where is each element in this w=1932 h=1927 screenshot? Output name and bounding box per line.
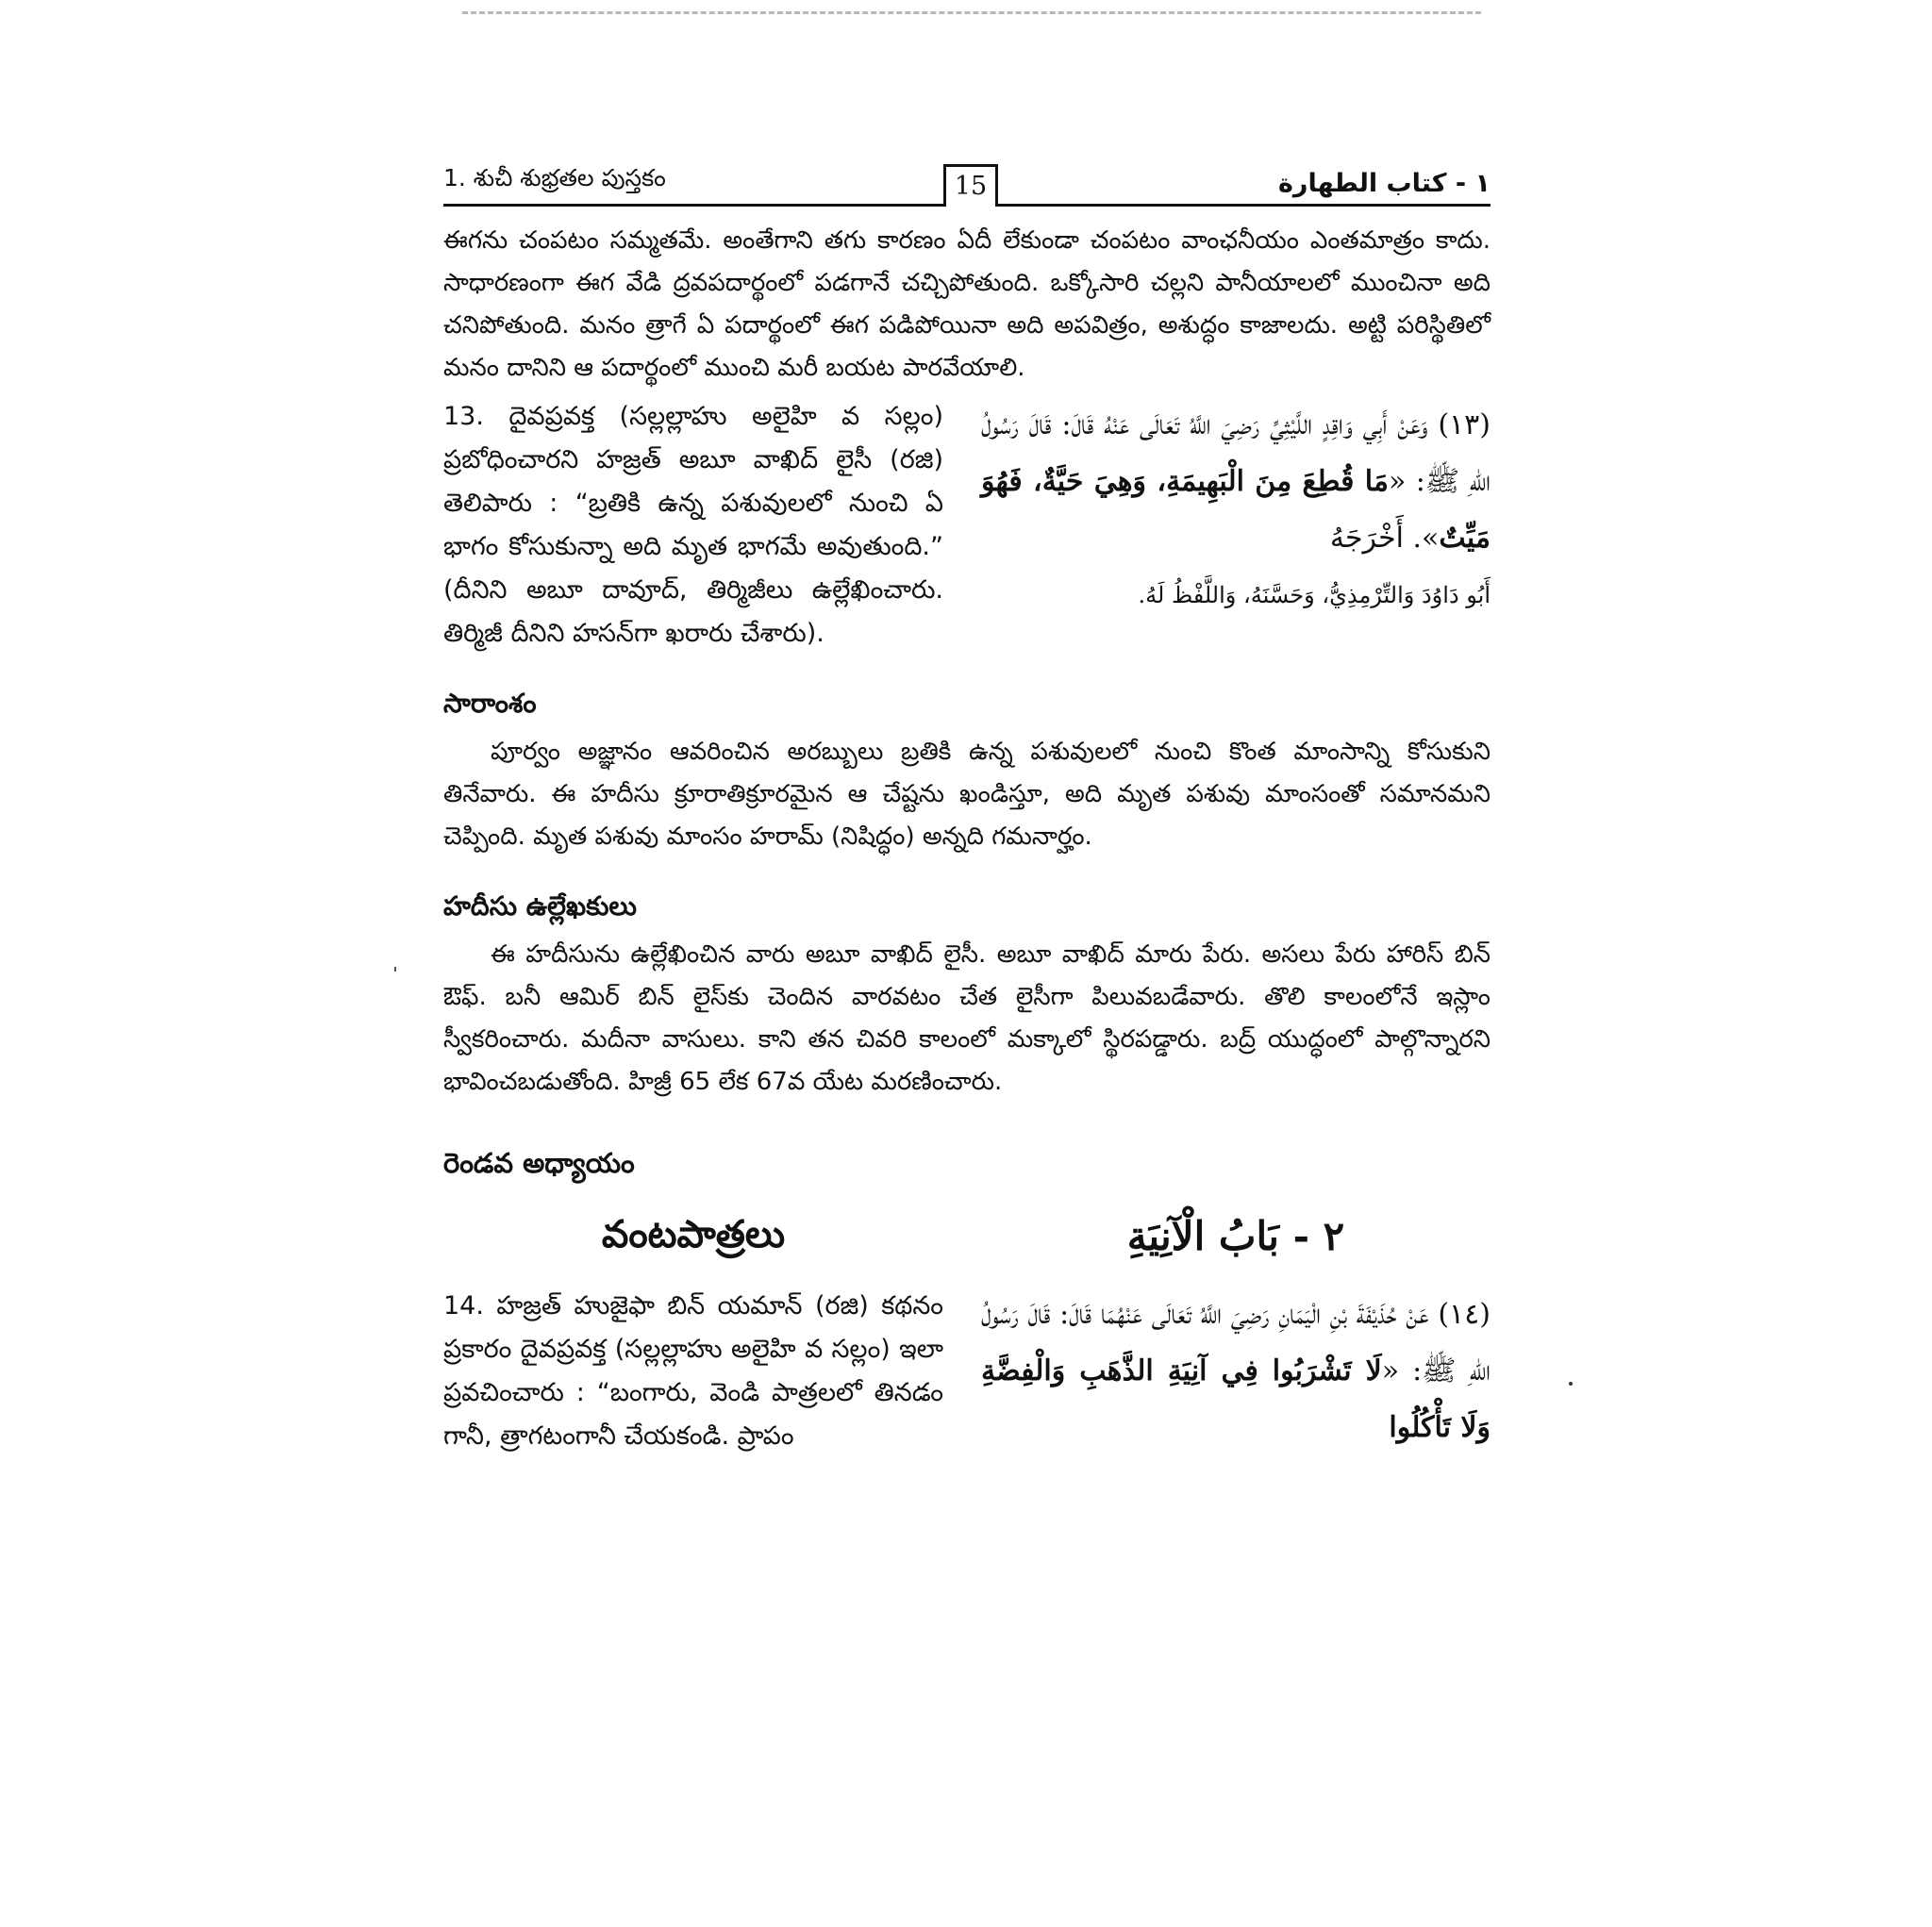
hadith-14-telugu: 14. హజ్రత్ హుజైఫా బిన్ యమాన్ (రజి) కథనం ప్రకారం దైవప్రవక్త (సల్లల్లాహు అలైహి వ సల్లం) ఇలా ప్రవచించారు : “బంగారు, వెండి పాత్రలలో తినడం గానీ, త్రాగటంగానీ చేయకండి. ప్రాపం [443,1291,943,1451]
running-head [443,160,1491,207]
narrators-text: ఈ హదీసును ఉల్లేఖించిన వారు అబూ వాఖిద్ లైసీ. అబూ వాఖిద్ మారు పేరు. అసలు పేరు హారిస్ బిన్ ఔఫ్. బనీ ఆమిర్ బిన్ లైస్‌కు చెందిన వారవటం చేత లైసీగా పిలువబడేవారు. తొలి కాలంలోనే ఇస్లాం స్వీకరించారు. మదీనా వాసులు. కాని తన చివరి కాలంలో మక్కాలో స్థిరపడ్డారు. బద్ర్ యుద్ధంలో పాల్గొన్నారని భావించబడుతోంది. హిజ్రీ 65 లేక 67వ యేట మరణించారు. [443,940,1491,1096]
chapter-titles [443,1213,1491,1279]
hadith-13-arabic-tail: ». أَخْرَجَهُ [1329,522,1440,555]
book-page [443,160,1491,1458]
running-head-right: ١ - كتاب الطهارة [1277,169,1491,198]
hadith-14 [443,1285,1491,1458]
scan-speck [394,967,396,972]
narrators-heading: హదీసు ఉల్లేఖకులు [443,890,637,922]
chapter-label: రెండవ అధ్యాయం [443,1147,635,1179]
hadith-14-arabic-matn: لَا تَشْرَبُوا فِي آنِيَةِ الذَّهَبِ وَالْفِضَّةِ وَلَا تَأْكُلُوا [981,1354,1491,1444]
hadith-13-arabic-main: (١٣) وَعَنْ أَبِي وَاقِدٍ اللَّيْثِيِّ رَضِيَ اللَّهُ تَعَالَى عَنْهُ قَالَ: قَالَ رَسُولُ اللهِ ﷺ: « [981,408,1491,498]
intro-paragraph: ఈగను చంపటం సమ్మతమే. అంతేగాని తగు కారణం ఏదీ లేకుండా చంపటం వాంఛనీయం ఎంతమాత్రం కాదు. సాధారణంగా ఈగ వేడి ద్రవపదార్థంలో పడగానే చచ్చిపోతుంది. ఒక్కోసారి చల్లని పానీయాలలో ముంచినా అది చనిపోతుంది. మనం త్రాగే ఏ పదార్థంలో ఈగ పడిపోయినా అది అపవిత్రం, అశుద్ధం కాజాలదు. అట్టి పరిస్థితిలో మనం దానిని ఆ పదార్థంలో ముంచి మరీ బయట పారవేయాలి. [443,226,1491,382]
running-head-left: 1. శుచీ శుభ్రతల పుస్తకం [443,164,666,191]
summary-heading: సారాంశం [443,688,537,719]
chapter-title-arabic: ٢ - بَابُ الْآنِيَةِ [1126,1213,1345,1259]
hadith-13-telugu: 13. దైవప్రవక్త (సల్లల్లాహు అలైహి వ సల్లం) ప్రబోధించారని హజ్రత్ అబూ వాఖిద్ లైసీ (రజి) తెలిపారు : “బ్రతికి ఉన్న పశువులలో నుంచి ఏ భాగం కోసుకున్నా అది మృత భాగమే అవుతుంది.” (దీనిని అబూ దావూద్, తిర్మిజీలు ఉల్లేఖించారు. తిర్మిజీ దీనిని హసన్‌గా ఖరారు చేశారు). [443,402,943,648]
page-number: 15 [943,164,998,207]
hadith-13-arabic [981,395,1491,656]
chapter-title-telugu: వంటపాత్రలు [601,1213,786,1256]
scan-top-edge [462,11,1481,14]
hadith-14-arabic [981,1285,1491,1458]
summary-text: పూర్వం అజ్ఞానం ఆవరించిన అరబ్బులు బ్రతికి ఉన్న పశువులలో నుంచి కొంత మాంసాన్ని కోసుకుని తినేవారు. ఈ హదీసు క్రూరాతిక్రూరమైన ఆ చేష్టను ఖండిస్తూ, అది మృత పశువు మాంసంతో సమానమని చెప్పింది. మృత పశువు మాంసం హరామ్ (నిషిద్ధం) అన్నది గమనార్హం. [443,738,1491,851]
hadith-13 [443,395,1491,656]
hadith-14-arabic-main: (١٤) عَنْ حُذَيْفَةَ بْنِ الْيَمَانِ رَضِيَ اللَّهُ تَعَالَى عَنْهُمَا قَالَ: قَالَ رَسُولُ اللهِ ﷺ: « [981,1298,1491,1387]
scan-speck [1569,1382,1573,1386]
hadith-13-arabic-source: أَبُو دَاوُدَ وَالتِّرْمِذِيُّ، وَحَسَّنَهُ، وَاللَّفْظُ لَهُ. [1138,582,1491,608]
hadith-13-arabic-matn: مَا قُطِعَ مِنَ الْبَهِيمَةِ، وَهِيَ حَيَّةٌ، فَهُوَ مَيِّتٌ [981,465,1491,555]
